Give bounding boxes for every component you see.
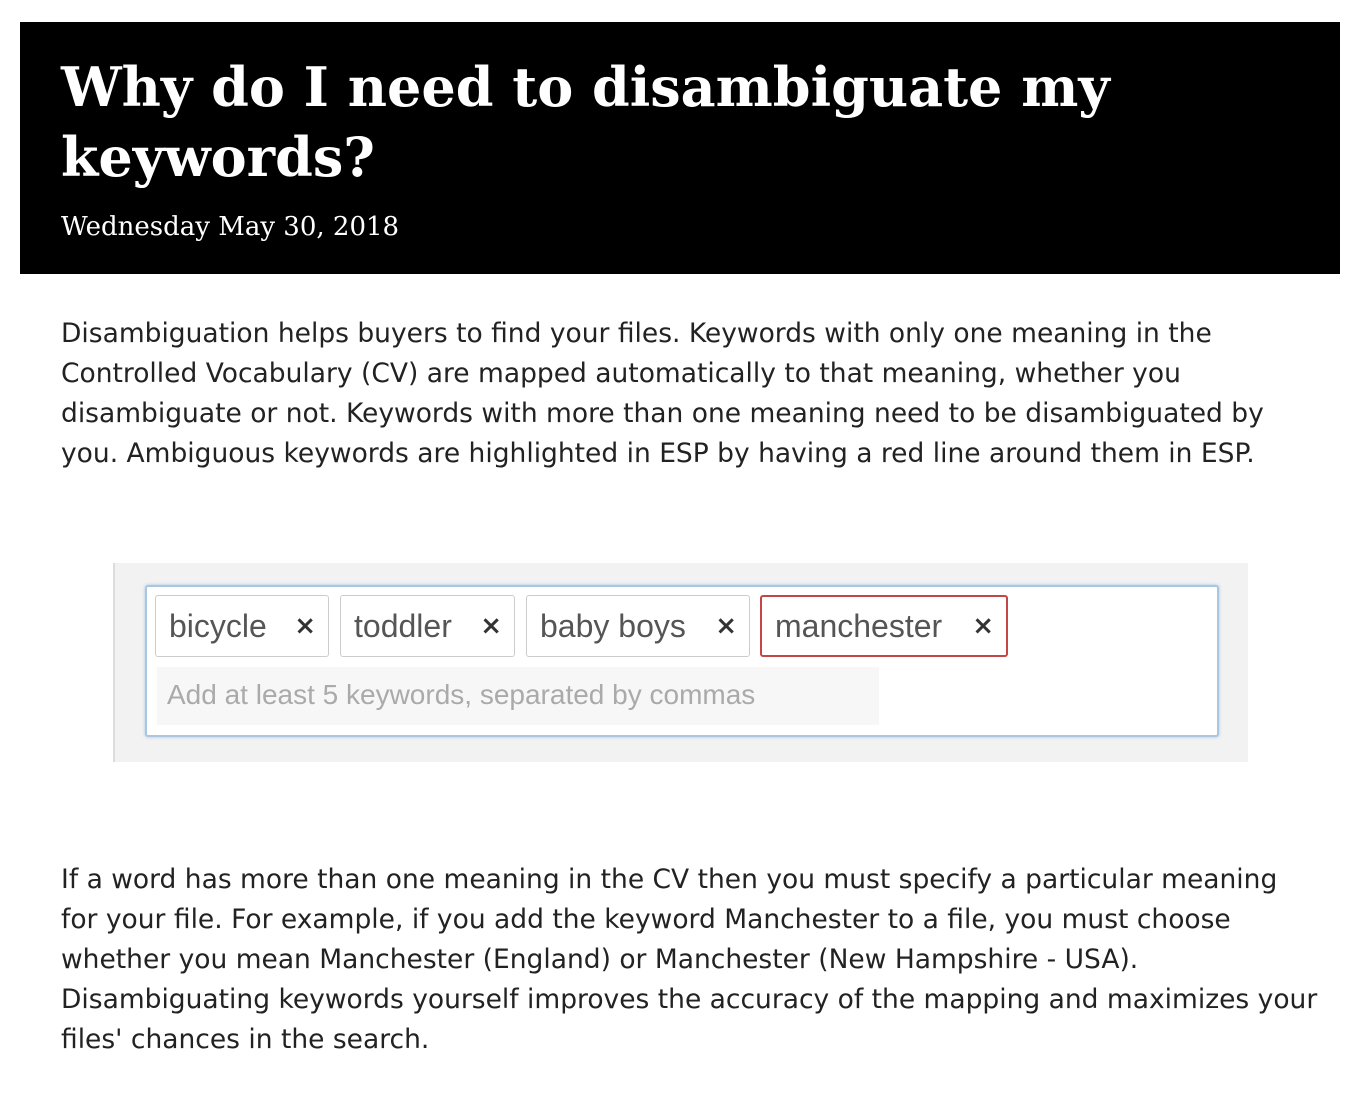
keyword-tag-toddler [340,595,515,657]
keyword-text-input[interactable] [157,667,879,725]
keyword-tag-label: baby boys [540,608,686,644]
remove-tag-icon[interactable]: × [715,611,737,641]
paragraph-intro: Disambiguation helps buyers to find your files. Keywords with only one meaning in the Controlled Vocabulary (CV) are mapped automatically to that meaning, whether you disambiguate or not. Keywords with more than one meaning need to be disambiguated by you. Ambiguous keywords are highlighted in ESP by having a red line around them in ESP. [61,318,1264,469]
article-title-line-2: keywords? [61,125,375,189]
keyword-input-box[interactable] [145,585,1219,737]
article-date: Wednesday May 30, 2018 [61,212,400,242]
keyword-tag-label: bicycle [169,608,267,644]
keyword-screenshot [113,563,1248,762]
article-title [61,52,1300,192]
remove-tag-icon[interactable]: × [972,611,994,641]
remove-tag-icon[interactable]: × [294,611,316,641]
keyword-tag-label: manchester [775,608,943,644]
paragraph-example: If a word has more than one meaning in the CV then you must specify a particular meaning for your file. For example, if you add the keyword Manchester to a file, you must choose whether you mean Manchester (England) or Manchester (New Hampshire - USA). Disambiguating keywords yourself improves the accuracy of the mapping and maximizes your files' chances in the search. [61,864,1318,1055]
keyword-input-placeholder: Add at least 5 keywords, separated by commas [167,679,756,710]
keyword-tag-bicycle [155,595,329,657]
keyword-tag-label: toddler [354,608,452,644]
keyword-tag-baby-boys [526,595,750,657]
remove-tag-icon[interactable]: × [480,611,502,641]
article-header [20,22,1340,274]
keyword-tag-manchester-ambiguous[interactable] [760,595,1008,657]
article-title-line-1: Why do I need to disambiguate my [61,55,1110,119]
